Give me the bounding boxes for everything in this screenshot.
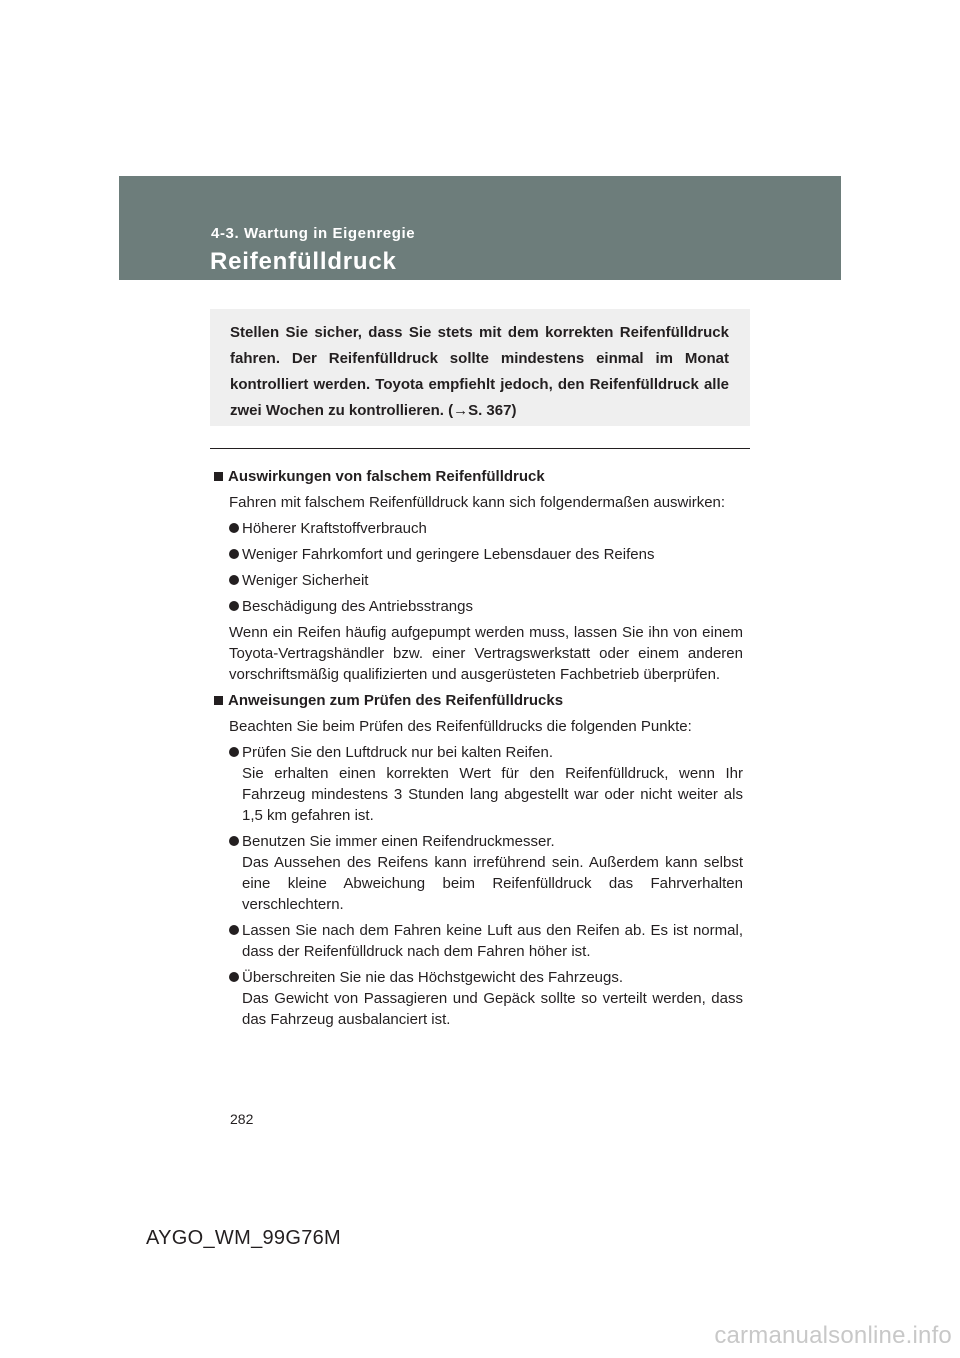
circle-bullet-icon <box>229 549 239 559</box>
circle-bullet-icon <box>229 972 239 982</box>
intro-text: Stellen Sie sicher, dass Sie stets mit dem korrekten Reifenfülldruck fahren. Der Reifenfülldruck sollte mindestens einmal im Monat kontrolliert werden. Toyota empfiehlt jedoch, den Reifenfülldruck alle zwei Wochen zu kontrollieren. (→S. 367) <box>230 324 729 419</box>
list-item <box>229 967 743 1030</box>
content <box>213 466 743 1035</box>
list-item-text: Weniger Sicherheit <box>242 572 369 589</box>
section-lead: Beachten Sie beim Prüfen des Reifenfülldrucks die folgenden Punkte: <box>229 718 692 735</box>
list-item <box>229 570 743 591</box>
watermark: carmanualsonline.info <box>714 1322 952 1349</box>
circle-bullet-icon <box>229 523 239 533</box>
section-heading <box>213 466 743 487</box>
list-item-text: Höherer Kraftstoffverbrauch <box>242 520 427 537</box>
list-item-text: Das Gewicht von Passagieren und Gepäck sollte so verteilt werden, dass das Fahrzeug ausbalanciert ist. <box>242 990 743 1028</box>
section-note: Wenn ein Reifen häufig aufgepumpt werden muss, lassen Sie ihn von einem Toyota-Vertragshändler bzw. einer Vertragswerkstatt oder einem anderen vorschriftsmäßig qualifizierten und ausgerüsteten Fachbetrieb überprüfen. <box>229 624 743 683</box>
section-heading-text: Anweisungen zum Prüfen des Reifenfülldrucks <box>228 692 564 709</box>
list-item <box>229 518 743 539</box>
list-item <box>229 920 743 962</box>
circle-bullet-icon <box>229 925 239 935</box>
circle-bullet-icon <box>229 575 239 585</box>
list-item-title: Prüfen Sie den Luftdruck nur bei kalten Reifen. <box>242 744 554 761</box>
list-item-text: Weniger Fahrkomfort und geringere Lebensdauer des Reifens <box>242 546 655 563</box>
square-bullet-icon <box>214 472 223 481</box>
list-item <box>229 544 743 565</box>
list-item-title: Benutzen Sie immer einen Reifendruckmesser. <box>242 833 555 850</box>
circle-bullet-icon <box>229 747 239 757</box>
list-item-text: Sie erhalten einen korrekten Wert für den Reifenfülldruck, wenn Ihr Fahrzeug mindestens 3 Stunden lang abgestellt war oder nicht weiter als 1,5 km gefahren ist. <box>242 765 743 824</box>
intro-box <box>210 309 750 426</box>
square-bullet-icon <box>214 696 223 705</box>
list-item <box>229 742 743 826</box>
divider <box>210 448 750 449</box>
section-heading-text: Auswirkungen von falschem Reifenfülldruck <box>228 468 545 485</box>
section-heading <box>213 690 743 711</box>
circle-bullet-icon <box>229 836 239 846</box>
circle-bullet-icon <box>229 601 239 611</box>
page-title: Reifenfülldruck <box>210 248 397 275</box>
page-number: 282 <box>230 1111 254 1127</box>
section-label: 4-3. Wartung in Eigenregie <box>211 225 416 242</box>
document-code: AYGO_WM_99G76M <box>146 1227 342 1249</box>
list-item-text: Das Aussehen des Reifens kann irreführend sein. Außerdem kann selbst eine kleine Abweichung beim Reifenfülldruck das Fahrverhalten verschlechtern. <box>242 854 743 913</box>
list-item-title: Überschreiten Sie nie das Höchstgewicht des Fahrzeugs. <box>242 969 624 986</box>
list-item-title: Lassen Sie nach dem Fahren keine Luft aus den Reifen ab. Es ist normal, dass der Reifenfülldruck nach dem Fahren höher ist. <box>242 922 743 960</box>
list-item <box>229 831 743 915</box>
list-item <box>229 596 743 617</box>
section-lead: Fahren mit falschem Reifenfülldruck kann sich folgendermaßen auswirken: <box>229 494 726 511</box>
list-item-text: Beschädigung des Antriebsstrangs <box>242 598 473 615</box>
